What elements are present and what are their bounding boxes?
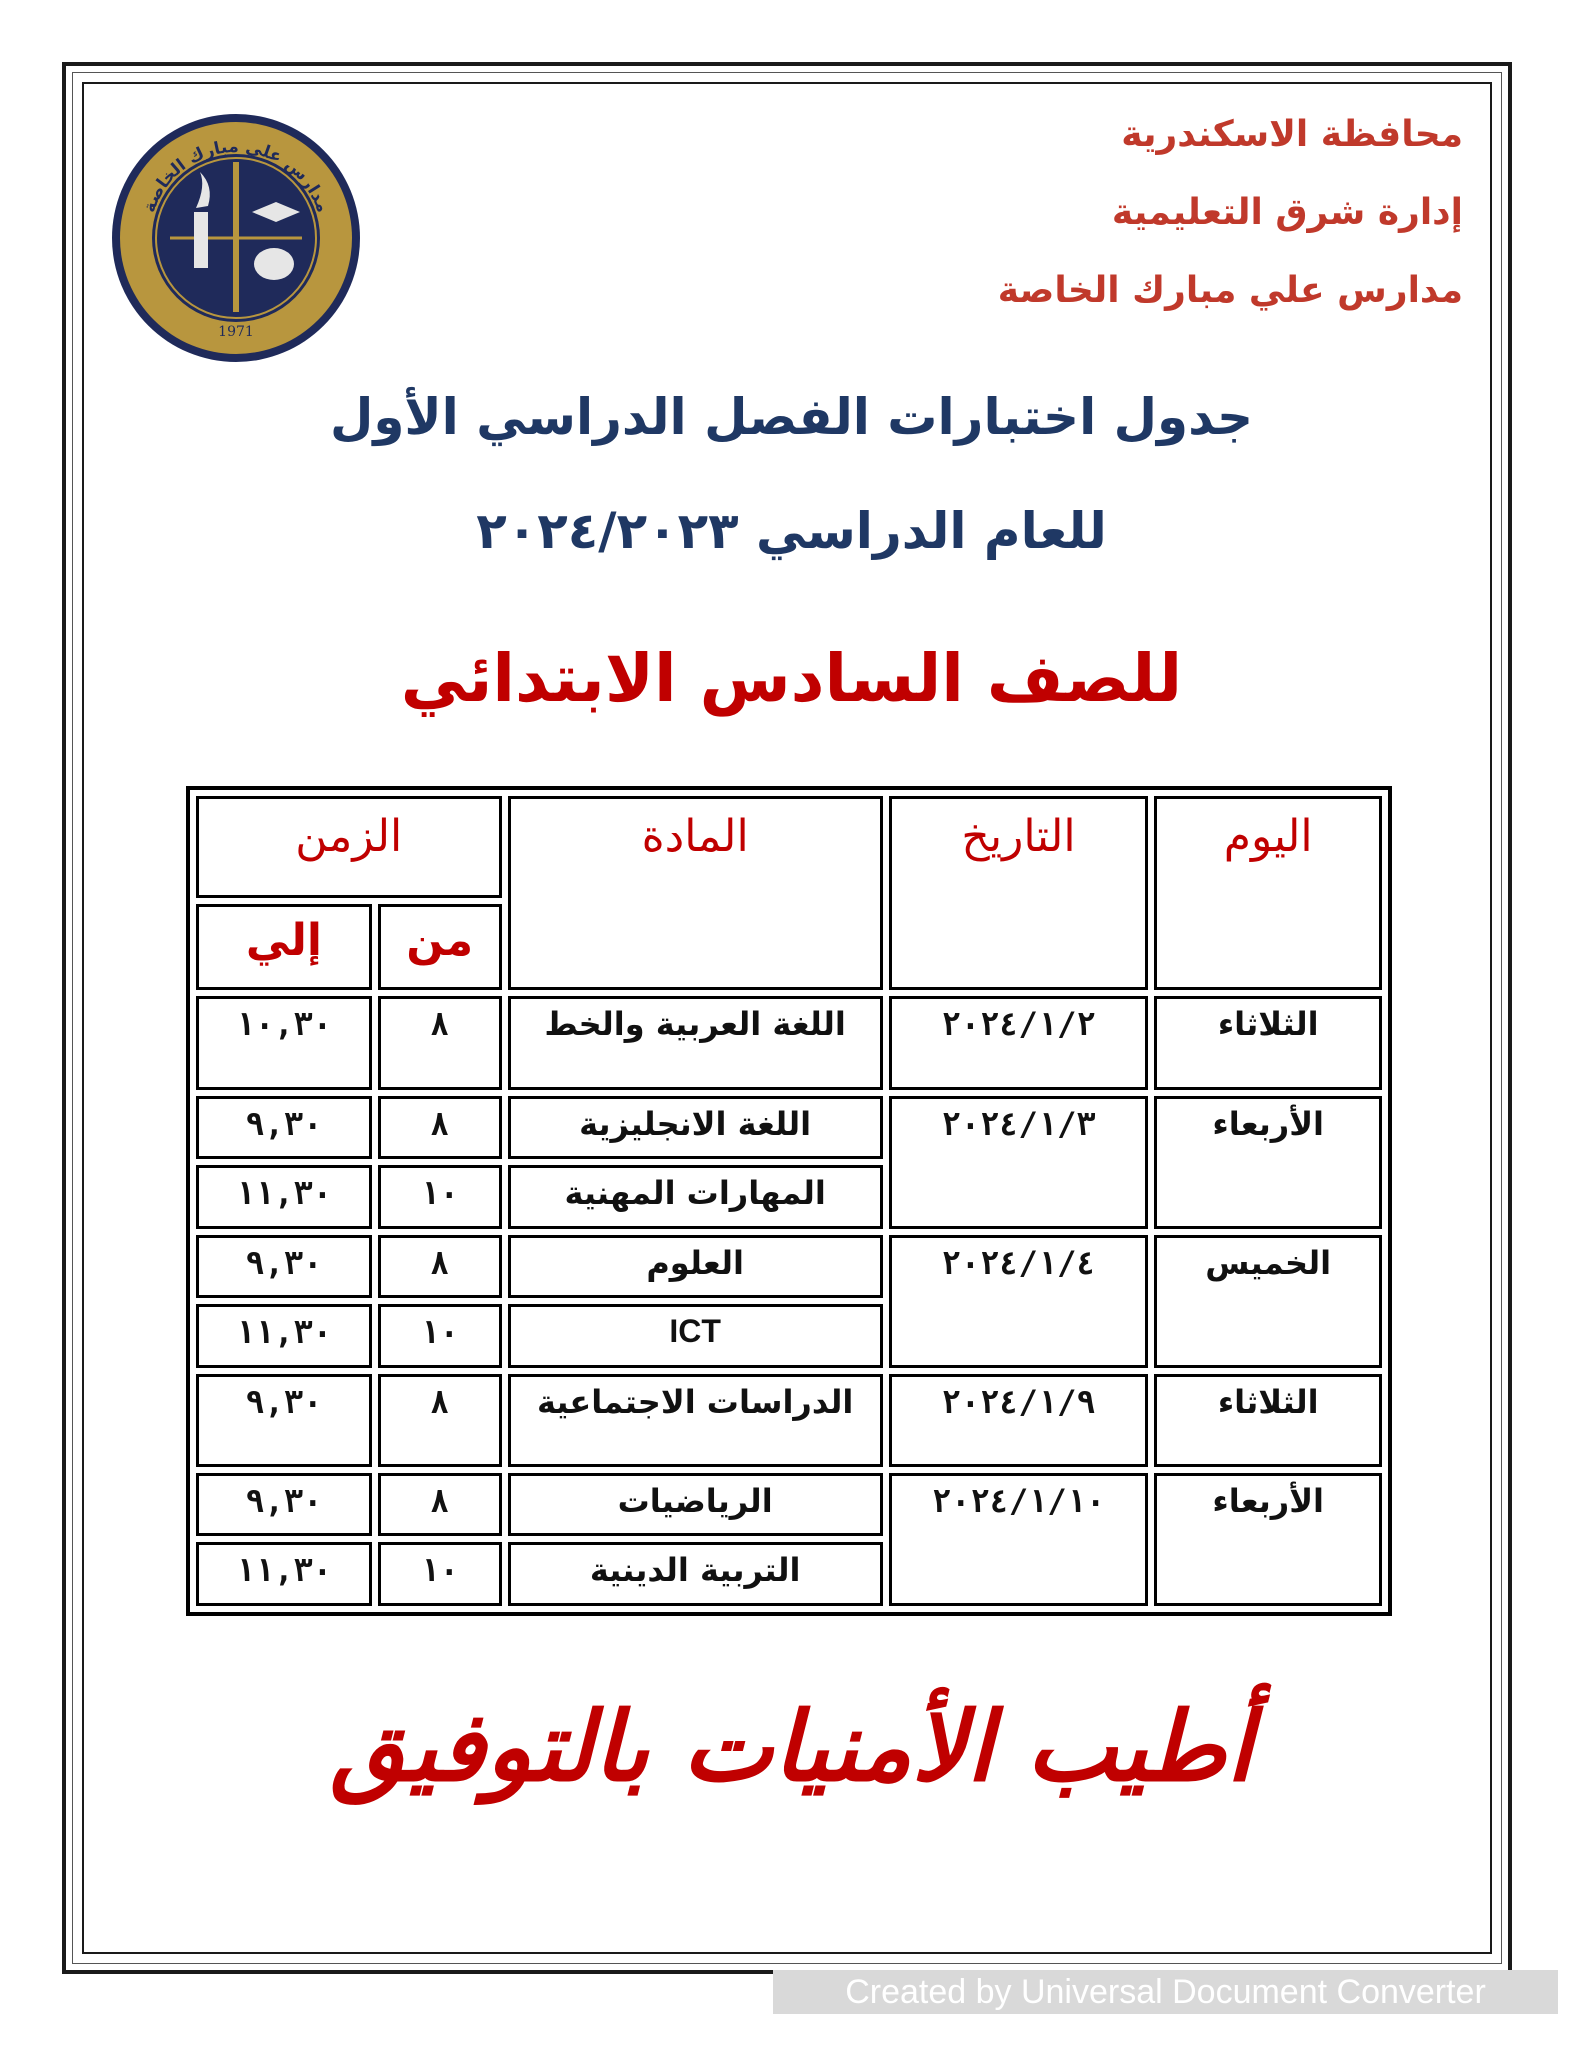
best-wishes-text: أطيب الأمنيات بالتوفيق — [330, 1690, 1253, 1803]
table-row — [196, 1096, 1382, 1160]
cell-subject: العلوم — [508, 1235, 883, 1299]
cell-subject: المهارات المهنية — [508, 1165, 883, 1229]
cell-to: ٩,٣٠ — [196, 1374, 372, 1467]
cell-from: ٨ — [378, 1235, 502, 1299]
governorate-line: محافظة الاسكندرية — [1121, 114, 1463, 155]
cell-date: ٢٠٢٤/١/٩ — [889, 1374, 1149, 1467]
cell-subject: التربية الدينية — [508, 1542, 883, 1606]
cell-to: ١٠,٣٠ — [196, 996, 372, 1089]
table-row — [196, 1235, 1382, 1299]
header-from: من — [378, 904, 502, 991]
cell-from: ١٠ — [378, 1165, 502, 1229]
exam-schedule-title: جدول اختبارات الفصل الدراسي الأول — [329, 388, 1254, 446]
cell-subject: الرياضيات — [508, 1473, 883, 1537]
brain-icon — [254, 248, 294, 280]
cell-from: ٨ — [378, 1374, 502, 1467]
academic-year-title: للعام الدراسي ٢٠٢٤/٢٠٢٣ — [476, 502, 1107, 560]
torch-icon — [194, 212, 208, 268]
administration-header — [998, 96, 1463, 330]
cell-day: الأربعاء — [1154, 1096, 1382, 1229]
cell-day: الخميس — [1154, 1235, 1382, 1368]
cell-day: الثلاثاء — [1154, 1374, 1382, 1467]
cell-from: ١٠ — [378, 1542, 502, 1606]
cell-date: ٢٠٢٤/١/٢ — [889, 996, 1149, 1089]
header-day: اليوم — [1154, 796, 1382, 990]
cell-to: ٩,٣٠ — [196, 1096, 372, 1160]
cell-subject: ICT — [508, 1304, 883, 1368]
grade-title: للصف السادس الابتدائي — [400, 640, 1183, 717]
cell-date: ٢٠٢٤/١/٤ — [889, 1235, 1149, 1368]
cell-from: ١٠ — [378, 1304, 502, 1368]
cell-from: ٨ — [378, 1096, 502, 1160]
cell-subject: الدراسات الاجتماعية — [508, 1374, 883, 1467]
cell-subject: اللغة العربية والخط — [508, 996, 883, 1089]
cell-to: ٩,٣٠ — [196, 1473, 372, 1537]
cell-date: ٢٠٢٤/١/٣ — [889, 1096, 1149, 1229]
cell-to: ١١,٣٠ — [196, 1304, 372, 1368]
logo-ring-text: مدارس علي مبارك الخاصة — [139, 136, 333, 216]
exam-schedule-table — [190, 790, 1388, 1612]
cell-to: ١١,٣٠ — [196, 1542, 372, 1606]
cell-to: ١١,٣٠ — [196, 1165, 372, 1229]
cell-to: ٩,٣٠ — [196, 1235, 372, 1299]
school-line: مدارس علي مبارك الخاصة — [997, 270, 1463, 311]
administration-line: إدارة شرق التعليمية — [1111, 192, 1463, 233]
header-time: الزمن — [196, 796, 502, 898]
cell-day: الأربعاء — [1154, 1473, 1382, 1606]
cell-day: الثلاثاء — [1154, 996, 1382, 1089]
header-to: إلي — [196, 904, 372, 991]
school-logo — [110, 112, 362, 364]
converter-watermark: Created by Universal Document Converter — [773, 1970, 1558, 2014]
cell-date: ٢٠٢٤/١/١٠ — [889, 1473, 1149, 1606]
table-row — [196, 1374, 1382, 1467]
logo-year: 1971 — [218, 324, 254, 340]
header-subject: المادة — [508, 796, 883, 990]
header-date: التاريخ — [889, 796, 1149, 990]
cell-subject: اللغة الانجليزية — [508, 1096, 883, 1160]
table-row — [196, 996, 1382, 1089]
table-row — [196, 1473, 1382, 1537]
cell-from: ٨ — [378, 1473, 502, 1537]
cell-from: ٨ — [378, 996, 502, 1089]
